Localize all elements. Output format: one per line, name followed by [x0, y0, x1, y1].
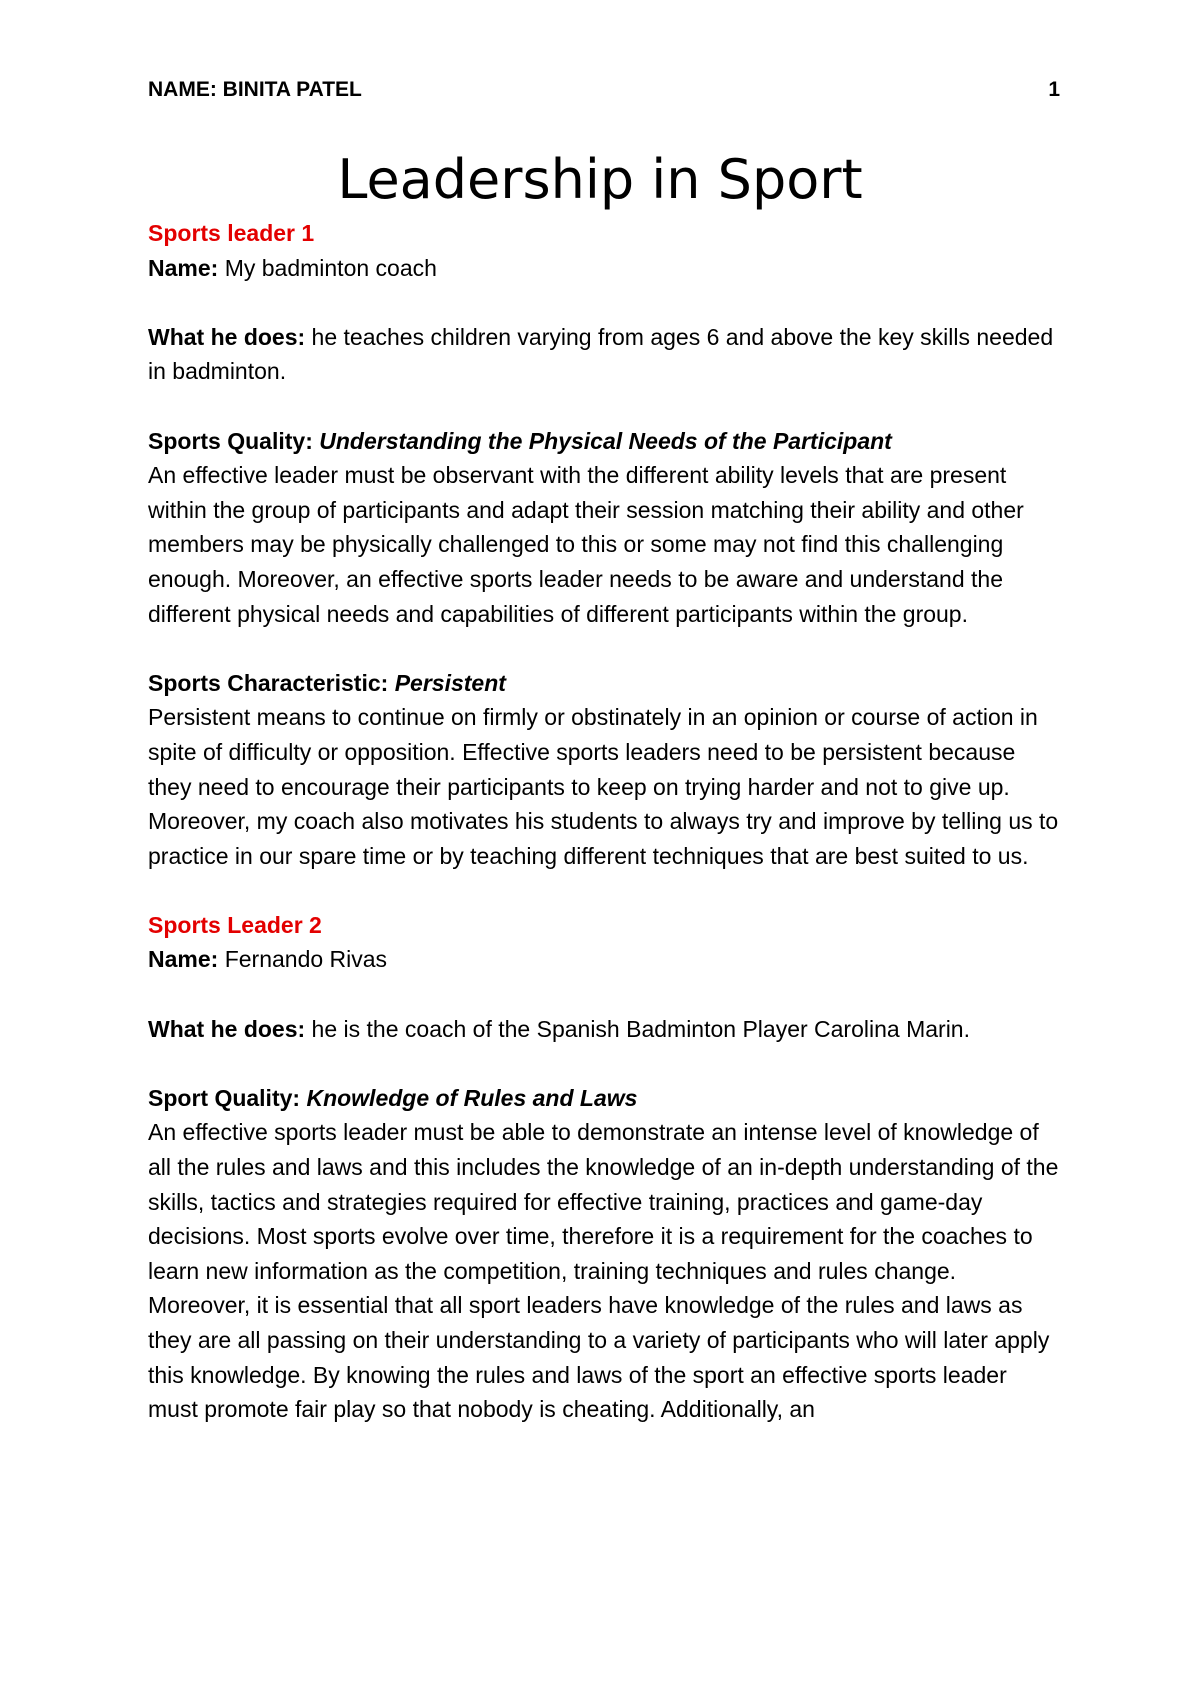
leader1-characteristic-value: Persistent	[394, 669, 506, 696]
leader2-does-label: What he does:	[148, 1015, 306, 1042]
leader1-characteristic-label: Sports Characteristic:	[148, 669, 389, 696]
leader1-heading: Sports leader 1	[148, 220, 315, 246]
leader1-characteristic-line	[148, 666, 1060, 701]
leader1-quality-line	[148, 424, 1060, 459]
leader2-quality-text: An effective sports leader must be able to demonstrate an intense level of knowledge of all the rules and laws and this includes the knowledge of an in-depth understanding of the skills, tactics and strategies required for effective training, practices and game-day decisions. Most sports evolve over time, therefore it is a requirement for the coaches to learn new information as the competition, training techniques and rules change. Moreover, it is essential that all sport leaders have knowledge of the rules and laws as they are all passing on their understanding to a variety of participants who will later apply this knowledge. By knowing the rules and laws of the sport an effective sports leader must promote fair play so that nobody is cheating. Additionally, an	[148, 1119, 1059, 1423]
leader2-quality-line	[148, 1081, 1060, 1116]
leader1-quality-value: Understanding the Physical Needs of the Participant	[319, 427, 892, 454]
leader2-quality-label: Sport Quality:	[148, 1084, 301, 1111]
leader1-does-line	[148, 320, 1060, 389]
leader1-name-label: Name:	[148, 254, 219, 281]
leader2-does-line	[148, 1012, 1060, 1047]
leader2-name-value: Fernando Rivas	[218, 946, 388, 973]
page-number: 1	[1048, 78, 1060, 101]
leader1-quality-text: An effective leader must be observant with the different ability levels that are present within the group of participants and adapt their session matching their ability and other members may be physically challenged to this or some may not find this challenging enough. Moreover, an effective sports leader needs to be aware and understand the different physical needs and capabilities of different participants within the group.	[148, 462, 1024, 627]
author-name: NAME: BINITA PATEL	[148, 78, 362, 101]
leader1-does-value: he teaches children varying from ages 6 and above the key skills needed in badminton.	[148, 323, 1054, 385]
leader2-quality-value: Knowledge of Rules and Laws	[306, 1084, 638, 1111]
leader1-name-line	[148, 251, 1060, 286]
leader2-does-value: he is the coach of the Spanish Badminton Player Carolina Marin.	[305, 1015, 970, 1042]
leader1-does-label: What he does:	[148, 323, 306, 350]
leader1-characteristic-text: Persistent means to continue on firmly or obstinately in an opinion or course of action in spite of difficulty or opposition. Effective sports leaders need to be persistent because they need to encourage their participants to keep on trying harder and not to give up. Moreover, my coach also motivates his students to always try and improve by telling us to practice in our spare time or by teaching different techniques that are best suited to us.	[148, 704, 1059, 869]
document-body	[148, 216, 1060, 1427]
document-title: Leadership in Sport	[337, 148, 863, 211]
leader1-name-value: My badminton coach	[218, 254, 437, 281]
page-header	[148, 78, 1060, 102]
leader1-quality-label: Sports Quality:	[148, 427, 313, 454]
leader2-name-label: Name:	[148, 946, 219, 973]
leader2-name-line	[148, 942, 1060, 977]
leader2-heading: Sports Leader 2	[148, 911, 322, 938]
